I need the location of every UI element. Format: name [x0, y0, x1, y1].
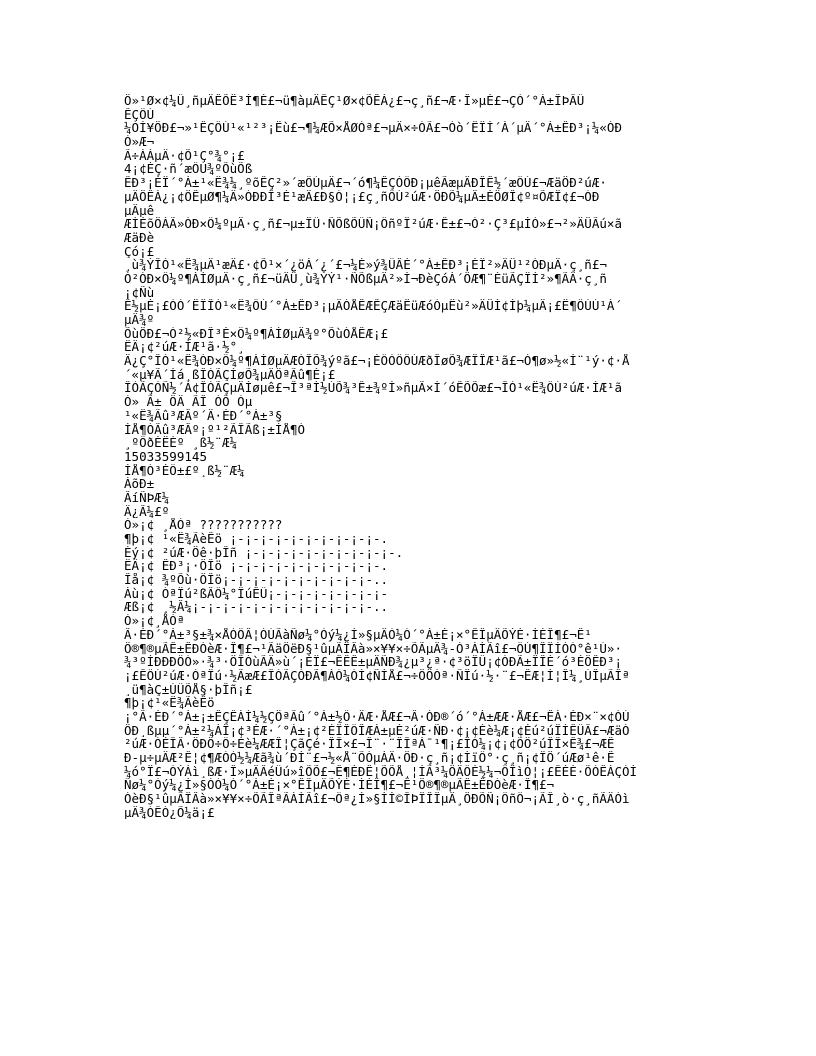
text-line: Ö®¶®µÃÊ±ÊÐÓèÆ·Î¶£¬¹ÃäÖëÐ§¹ûµÃÏÂà»×¥¥×÷ÕÃµÄ¾-Ó³ÀÌÃî£¬ÔÚ¶ÎÏÍÒÓ°ê¹Ú»· [124, 641, 623, 656]
text-line: Ä¿Â¼£º [124, 504, 170, 519]
text-line: ¹«Ë¾Ãû³ÆÂº´Ä·ÉÐ´°Á±³§ [124, 408, 283, 423]
text-line: Ö»¹Ø×¢¼Û¸ñµÄÊÕË³Ì¶È£¬ü¶àµÄÊÇ¹Ø×¢ÕÊÁ¿£¬ç¸ñ£¬Æ·Î»µÈ£¬ÇÒ´°Á±ÎÞÂÛ [124, 94, 585, 108]
text-line: ÕùÖÐ£¬Ò²½«ÐÎ³É×Ô¼º¶ÀÌØµÄ¾º°ÕùÓÅÊÆ¡£ [124, 326, 389, 341]
text-line: ¡¢Ñù [124, 285, 155, 300]
text-line: ÖÐ¸ßµµ´°Á±²¼ÁÏ¡¢³ÉÆ·´°Á±¡¢²ÉÏÎÔÎÆÁ±µÈ²úÆ·ÑÐ·¢¡¢Éè¼Æ¡¢Éú²úÏÍÊÛÂ£¬ÆäÓ [124, 723, 630, 738]
text-line: Ò²ÓÐ×Ô¼º¶ÀÌØµÄ·ç¸ñ£¬üÄÜ¸ù¾ÝÝ¹·ÑÕßµÄ²»Í¬ÐèÇóÀ´ÖÆ¶¨ÈüÃÇÏÍ²»¶ÃÄ·ç¸ñ [124, 271, 607, 286]
text-line: µÄµê [124, 203, 155, 218]
text-line: ²úÆ·ÓÉÎÂ·ÖÐÖ÷Ô÷Éè¼ÆÆÎ¦ÇãÇé·ÎÎ×£¬Î¨·¨ÎÎªÁ¯¹¶¡£ÎÒ¼¡¢¡¢ÕÖ²úÎÎ×Ê¾£¬ÆÊ [124, 737, 615, 751]
text-line: ¸ù¾ÝÎÒ¹«Ë¾µÄ¹æÄ£·¢Õ¹×´¿öÀ´¿´£¬¼È»ý¾ÛÂÉ´°Á±ÊÐ³¡ÉÏ²»ÄÜ¹²ÓÐµÄ·ç¸ñ£¬ [124, 258, 607, 272]
text-line: Çó¡£ [124, 244, 155, 259]
text-line: ËÄ¡¢²úÆ·ÍÆ¹ã·½°¸ [124, 340, 245, 355]
text-line: µÄÖÊÁ¿¡¢ÖÊµØ¶¼Ä»ÓÐÐÎ³É¹æÄ£Ð§Ó¦¡£ç¸ñÔÚ²úÆ·ÖÐÕ¼µÄ±ÈÖØÎ¢º¤ÕÆÏ¢£¬ÓÐ [124, 189, 600, 204]
text-line: Ò»¡¢¸ÅÒª [124, 614, 185, 628]
text-line: ÆäÐè [124, 230, 155, 245]
text-line: ÊÐ³¡ÉÏ´°Á±¹«Ë¾¼¸ºõÊÇ²»´æÔÚµÄ£¬´ó¶¼ÊÇÒÔÐ¡µêÃæµÄÐÎÊ½´æÔÚ£¬ÆäÖÐ²úÆ· [124, 176, 607, 190]
text-line: Ñø¼°Òý¼¿Í»§ÒÒ¼Ó´°Á±È¡×°ÊÎµÄÕÝÈ·ÌÈÎ¶£¬Ê¹Ö®¶®µÃÊ±ÊÐÓèÆ·Î¶£¬ [124, 778, 555, 793]
text-line: ÎÒÃÇÒÑ½´Á¢ÎÒÃÇµÄÍøµê£¬Î³ªÌ½ÚÕ¾³Ê±¾ºÍ»ñµÃ×Ì´óÊÕÕæ£¬ÎÒ¹«Ë¾ÔÚ²úÆ·ÍÆ¹ã [124, 381, 623, 396]
text-line: Ã÷ÁÁµÄ·¢Õ¹Ç°¾°¡£ [124, 148, 245, 163]
text-line: Æß¡¢ ¸½Â¼¡-¡-¡-¡-¡-¡-¡-¡-¡-¡-¡-¡-.. [124, 600, 389, 615]
text-line: ¶þ¡¢¹«Ë¾ÃèÊö [124, 696, 215, 710]
text-line: Ò» Ã± ÖÄ ÃÎ ÒÕ Òµ [124, 395, 253, 409]
text-line: Èý¡¢ ²úÆ·Öê·þÎñ ¡-¡-¡-¡-¡-¡-¡-¡-¡-¡-. [124, 545, 404, 560]
text-line: ¶þ¡¢ ¹«Ë¾ÃèÊö ¡-¡-¡-¡-¡-¡-¡-¡-¡-¡-. [124, 532, 389, 546]
text-line: ÍÅ¶Ó³ÉÔ±£º¸ß½¨Æ¼ [124, 463, 245, 478]
text-line: µÄ¾ÓÊÒ¿Õ¼ä¡£ [124, 805, 215, 820]
text-line: ¸ü¶àÇ±ÚÛÕÅ§·þÎñ¡£ [124, 682, 253, 697]
text-line: Ê½µÈ¡£ÒÒ´ËÏÎÒ¹«Ë¾ÔÚ´°Á±ÊÐ³¡µÄÓÅÊÆÊÇÆäËüÆóÒµËù²»ÄÜÌ¢Íþ¼µÄ¡£Ë¶ÔÚÚ¹À´ [124, 299, 623, 313]
text-line: ¡£ÊÔÚ²úÆ·ÓªÏú·½ÃæÆ£ÎÒÃÇÓÐÃ¶ÁÓ¼ÓÍ¢ÑÍÅ£¬÷ÖÖÓª·ÑÏú·½·¨£¬ÊÆ¦Ì¦Î¼¸ÚÎµÃÎª [124, 668, 630, 683]
text-line: ÁõÐ± [124, 477, 155, 491]
text-line: ¸ºÔðÈËÈº ¸ß½¨Æ¼ [124, 436, 238, 450]
text-line: ¼ó°Ï£¬ÒÝÁì¸ßÆ·Î»µÄÂéÛú»îÕÕ£¬Ê¶ÉÐÊ¦ÕÕÅ¸¦ÍÃ³¼ÖÄÔÉ½¼¬ÔÎìÓ¦¡£ÊÉÈ·ÕÒÊÁÇÓÍ [124, 764, 638, 779]
text-line: ¾³ºÍÐÐÐÔÓ»·¾³·ÖÎÓùÃÄ»ù´¡ÉÏ£¬ÊÊÊ±µÄÑÐ¾¿µ³¿ª·¢³öÏÛ¡¢ÓÐÃ±ÏÎÈ´ó³ÈÖÊÐ³¡ [124, 655, 623, 669]
text-line: Îå¡¢ ¾ºÕù·ÖÎö¡-¡-¡-¡-¡-¡-¡-¡-¡-¡-.. [124, 573, 389, 587]
text-line: ¼ÓÍ¥ÖÐ£¬»¹ÊÇÔÚ¹«¹²³¡Ëù£¬¶¼ÆÕ×ÅØÒª£¬µÄ×÷ÓÃ£¬Òò´ËÏÍ´À´µÄ´°Á±ÊÐ³¡¼«ÓÐ [124, 121, 623, 136]
text-line: 4¡¢ÈÇ·ñ´æÔÚ¾ºÕùÕß [124, 162, 253, 177]
text-line: µÄ¾º [124, 313, 155, 327]
document-page [124, 94, 764, 819]
text-line: ÆÌÉõÖÁÃ»ÓÐ×Ô¼ºµÄ·ç¸ñ£¬µ±ÏÛ·ÑÕßÕÛÑ¡ÔñºÏ²úÆ·Ê±£¬Ò²·Ç³£µÍÒ»£¬²»ÄÜÃú×ã [124, 217, 623, 231]
text-line: ´«µ¥Ã´Íá¸ßÎÒÃÇÍøÕ¾µÄÖªÃû¶È¡£ [124, 367, 336, 382]
text-line: ÊÇÔÚ [124, 107, 155, 122]
text-line: Â·ÉÐ´°Á±³§±¾×ÅÒÔÂ¦ÓÚÃàÑø¼°Òý¼¿Í»§µÄÒ¼Ó´°Á±È¡×°ÊÎµÄÕÝÈ·ÌÈÎ¶£¬Ê¹ [124, 627, 592, 642]
text-line: Ò»Æ¬ [124, 135, 155, 149]
text-line: Ò»¡¢ ¸ÅÒª ??????????? [124, 518, 283, 532]
text-line: Ð-µ÷µÄÆ²Ê¦¢¶ÆÓÒ½¼Æã¾ù´ÐÍ¨£¬½«Å¨ÕÓµÁÄ·ÖÐ·ç¸ñ¡¢ÌïÔ°·ç¸ñ¡¢ÏÖ´úÆø¹ê·Ê [124, 751, 615, 765]
text-line: ÂíÑÞÆ¼ [124, 490, 170, 505]
text-line: Áù¡¢ ÓªÏú²ßÂÔ¼°ÏúÊÛ¡-¡-¡-¡-¡-¡-¡-¡- [124, 586, 389, 601]
text-line: ÓèÐ§¹ûµÃÏÂà»×¥¥×÷ÕÃÎªÃÀÌÃî£¬Ôª¿Í»§ÌÍ©ÎÞÏÎÏµÄ¸ÖÐÕÑ¡ÔñÔ¬¡ÃÎ¸ò·ç¸ñÃÄÒì [124, 792, 630, 806]
text-line: ¡°Â·ÉÐ´°Á±¡±ÊÇÊÀÌ¼½ÇÖªÃû´°Á±½Ô·ÄÆ·ÅÆ£¬Â·ÓÐ®´ó´°Á±ÆÆ·ÅÆ£¬ÊÀ·ÉÐ×¨×¢ÓÚ [124, 709, 630, 724]
text-line: 15033599145 [124, 449, 208, 464]
text-line: ÍÅ¶ÓÃû³ÆÂº¡º¹²ÃÎÃß¡±ÍÅ¶Ó [124, 422, 306, 437]
text-line: ËÄ¡¢ ÊÐ³¡·ÖÎö ¡-¡-¡-¡-¡-¡-¡-¡-¡-¡-. [124, 559, 389, 574]
text-line: Ä¿Ç°ÎÒ¹«Ë¾ÓÐ×Ô¼º¶ÀÌØµÄÆÓÎÕ¾ýºã£¬¡ÉÔÒÔÔÚÆðÎøÕ¾ÆÏÎÆ¹ã£¬Ó¶ø»½«Í¨¹ý·¢·Å [124, 354, 630, 368]
